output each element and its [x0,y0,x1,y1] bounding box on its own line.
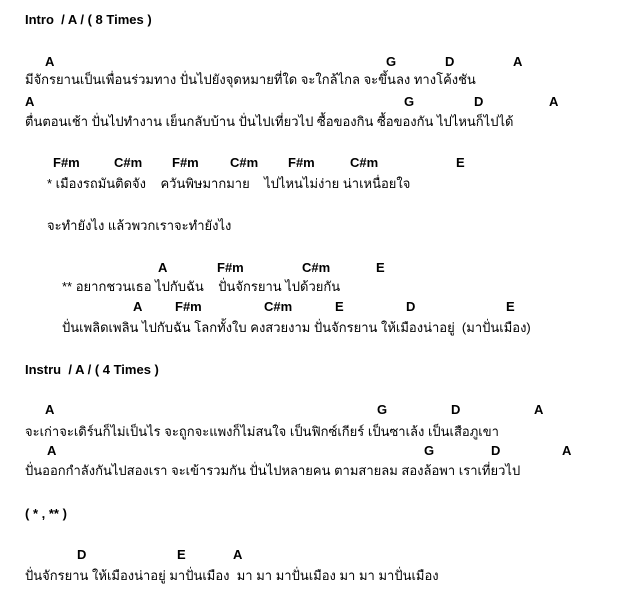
chord: F#m [217,260,244,275]
chord: G [424,443,435,458]
chord: A [534,402,544,417]
lyric-line: * เมืองรถมันติดจัง ควันพิษมากมาย ไปไหนไม่ง่าย น่าเหนื่อยใจ [47,176,411,191]
chord: A [549,94,559,109]
chord: E [177,547,186,562]
chord: A [233,547,243,562]
chord: C#m [230,155,259,170]
lyric-line: ปั่นเพลิดเพลิน ไปกับฉัน โลกทั้งใบ คงสวยงาม ปั่นจักรยาน ให้เมืองน่าอยู่ (มาปั่นเมือง) [62,320,531,335]
chord: A [45,402,55,417]
repeat-label: ( * , ** ) [25,506,67,521]
chord: E [456,155,465,170]
chord: D [406,299,416,314]
lyric-line: ปั่นจักรยาน ให้เมืองน่าอยู่ มาปั่นเมือง มา มา มาปั่นเมือง มา มา มาปั่นเมือง [25,568,439,583]
chord: C#m [264,299,293,314]
chord: E [335,299,344,314]
chord: D [445,54,455,69]
chord: C#m [114,155,143,170]
chord: F#m [288,155,315,170]
lyric-line: จะทำยังไง แล้วพวกเราจะทำยังไง [47,218,232,233]
chord: G [377,402,388,417]
lyric-line: ตื่นตอนเช้า ปั่นไปทำงาน เย็นกลับบ้าน ปั่นไปเที่ยวไป ซื้อของกิน ซื้อของกัน ไปไหนก็ไปได้ [25,114,514,129]
chord: A [133,299,143,314]
intro-label: Intro / A / ( 8 Times ) [25,12,152,27]
chord: A [47,443,57,458]
chord: C#m [302,260,331,275]
chord: D [77,547,87,562]
chord: G [386,54,397,69]
chord: E [376,260,385,275]
chord: F#m [53,155,80,170]
chord: A [25,94,35,109]
chord: D [491,443,501,458]
chord: E [506,299,515,314]
chord: D [474,94,484,109]
lyric-line: ปั่นออกกำลังกันไปสองเรา จะเข้ารวมกัน ปั่นไปหลายคน ตามสายลม สองล้อพา เราเที่ยวไป [25,463,521,478]
chord: A [562,443,572,458]
lyric-line: จะเก่าจะเดิร์นก็ไม่เป็นไร จะถูกจะแพงก็ไม่สนใจ เป็นฟิกซ์เกียร์ เป็นซาเล้ง เป็นเสือภูเขา [25,424,499,439]
chord: A [513,54,523,69]
chord: D [451,402,461,417]
chord: C#m [350,155,379,170]
chord: F#m [172,155,199,170]
chord: A [45,54,55,69]
lyric-line: ** อยากชวนเธอ ไปกับฉัน ปั่นจักรยาน ไปด้วยกัน [62,279,341,294]
chord: F#m [175,299,202,314]
chord: A [158,260,168,275]
instru-label: Instru / A / ( 4 Times ) [25,362,159,377]
lyric-line: มีจักรยานเป็นเพื่อนร่วมทาง ปั่นไปยังจุดหมายที่ใด จะใกล้ไกล จะขึ้นลง ทางโค้งชัน [25,72,476,87]
chord: G [404,94,415,109]
